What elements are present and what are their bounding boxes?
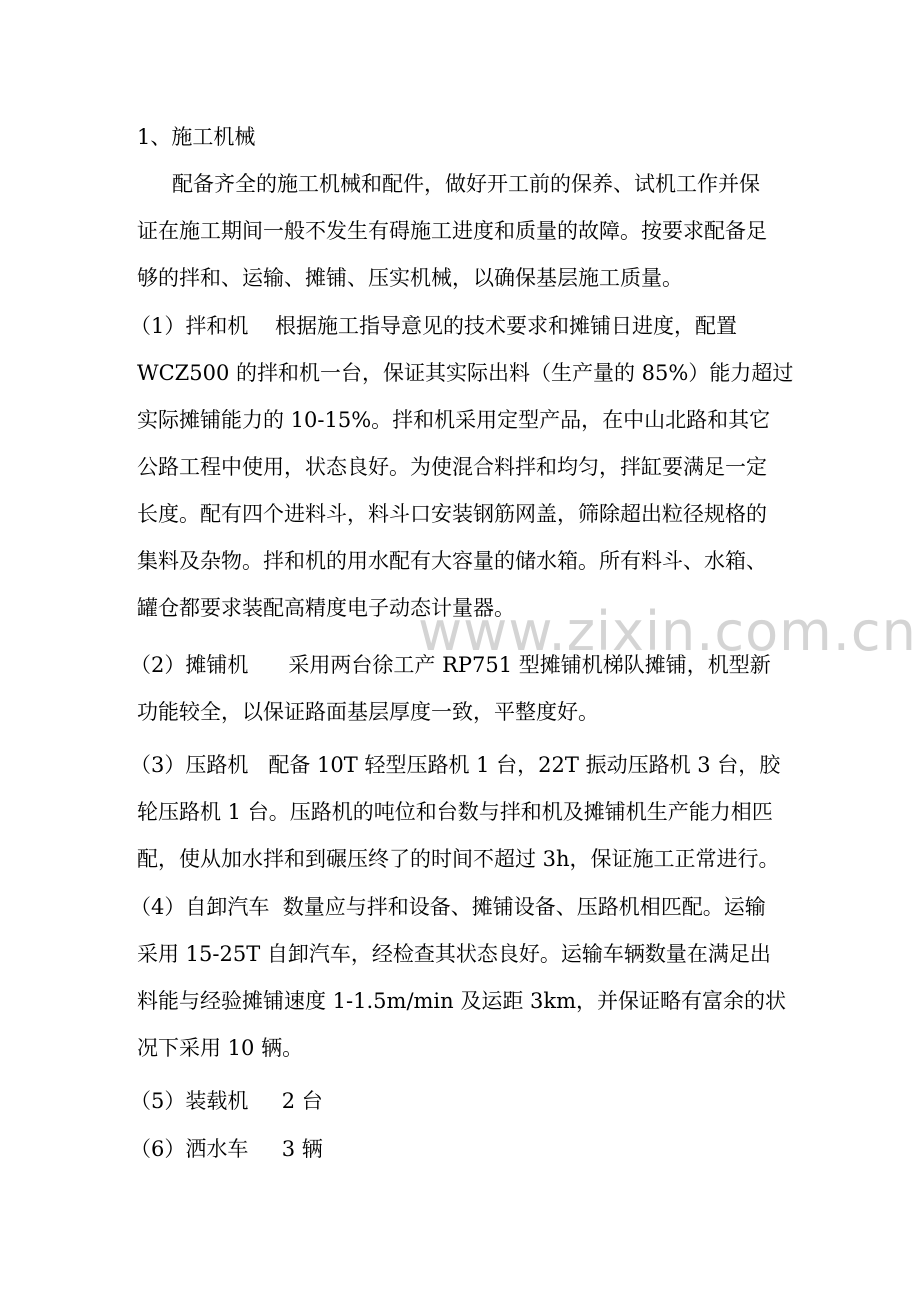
item-water-truck: （6）洒水车 3 辆: [130, 1137, 323, 1161]
section-heading: 1、施工机械: [137, 125, 256, 149]
item-roller-line-1: （3）压路机 配备 10T 轻型压路机 1 台，22T 振动压路机 3 台，胶: [130, 753, 781, 777]
item-paver-line-2: 功能较全，以保证路面基层厚度一致，平整度好。: [137, 700, 599, 724]
item-loader: （5）装载机 2 台: [130, 1089, 323, 1113]
item-mixer-line-2: WCZ500 的拌和机一台，保证其实际出料（生产量的 85%）能力超过: [137, 361, 794, 385]
item-mixer-line-4: 公路工程中使用，状态良好。为使混合料拌和均匀，拌缸要满足一定: [137, 455, 767, 479]
item-mixer-line-5: 长度。配有四个进料斗，料斗口安装钢筋网盖，筛除超出粒径规格的: [137, 502, 767, 526]
item-dump-truck-line-1: （4）自卸汽车 数量应与拌和设备、摊铺设备、压路机相匹配。运输: [130, 895, 766, 919]
paragraph-intro-line-1: 配备齐全的施工机械和配件，做好开工前的保养、试机工作并保: [172, 172, 760, 196]
item-roller-line-3: 配，使从加水拌和到碾压终了的时间不超过 3h，保证施工正常进行。: [137, 847, 780, 871]
paragraph-intro-line-3: 够的拌和、运输、摊铺、压实机械，以确保基层施工质量。: [137, 266, 683, 290]
item-dump-truck-line-4: 况下采用 10 辆。: [137, 1036, 304, 1060]
item-roller-line-2: 轮压路机 1 台。压路机的吨位和台数与拌和机及摊铺机生产能力相匹: [137, 800, 773, 824]
item-mixer-line-6: 集料及杂物。拌和机的用水配有大容量的储水箱。所有料斗、水箱、: [137, 549, 767, 573]
item-mixer-line-1: （1）拌和机 根据施工指导意见的技术要求和摊铺日进度，配置: [130, 314, 738, 338]
item-mixer-line-3: 实际摊铺能力的 10-15%。拌和机采用定型产品，在中山北路和其它: [137, 408, 771, 432]
paragraph-intro-line-2: 证在施工期间一般不发生有碍施工进度和质量的故障。按要求配备足: [137, 219, 767, 243]
watermark: www.zixin.com.cn: [418, 600, 917, 663]
item-dump-truck-line-2: 采用 15-25T 自卸汽车，经检查其状态良好。运输车辆数量在满足出: [137, 942, 771, 966]
item-dump-truck-line-3: 料能与经验摊铺速度 1-1.5m/min 及运距 3km，并保证略有富余的状: [137, 989, 787, 1013]
item-paver-line-1: （2）摊铺机 采用两台徐工产 RP751 型摊铺机梯队摊铺，机型新: [130, 653, 771, 677]
item-mixer-line-7: 罐仓都要求装配高精度电子动态计量器。: [137, 596, 515, 620]
